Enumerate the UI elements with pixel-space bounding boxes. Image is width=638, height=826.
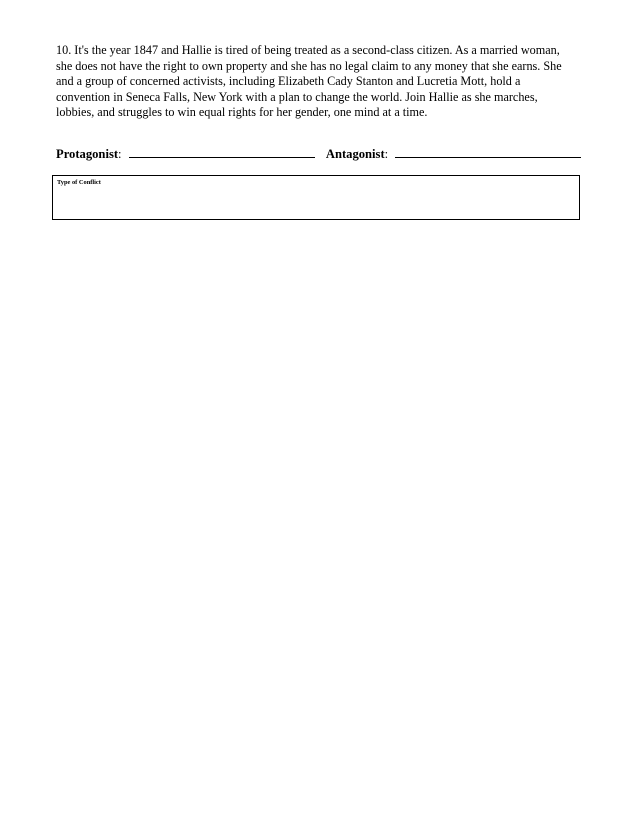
protagonist-colon: : [118,147,122,161]
protagonist-label: Protagonist [56,147,119,161]
protagonist-blank[interactable] [129,146,315,158]
antagonist-colon: : [384,147,389,161]
antagonist-label: Antagonist [325,147,385,161]
passage-line: she does not have the right to own property and she has no legal claim to any money that she earns. She [56,58,562,73]
type-of-conflict-label: Type of Conflict [57,179,101,186]
question-passage [56,43,586,121]
passage-line: and a group of concerned activists, including Elizabeth Cady Stanton and Lucretia Mott, hold a [56,74,521,88]
character-roles-row [56,146,596,162]
passage-line: convention in Seneca Falls, New York with a plan to change the world. Join Hallie as she marches, [56,89,538,104]
passage-line: 10. It's the year 1847 and Hallie is tired of being treated as a second-class citizen. As a married woman, [56,43,560,57]
antagonist-blank[interactable] [395,146,581,158]
type-of-conflict-box[interactable] [52,175,580,220]
passage-line: lobbies, and struggles to win equal rights for her gender, one mind at a time. [56,105,428,119]
